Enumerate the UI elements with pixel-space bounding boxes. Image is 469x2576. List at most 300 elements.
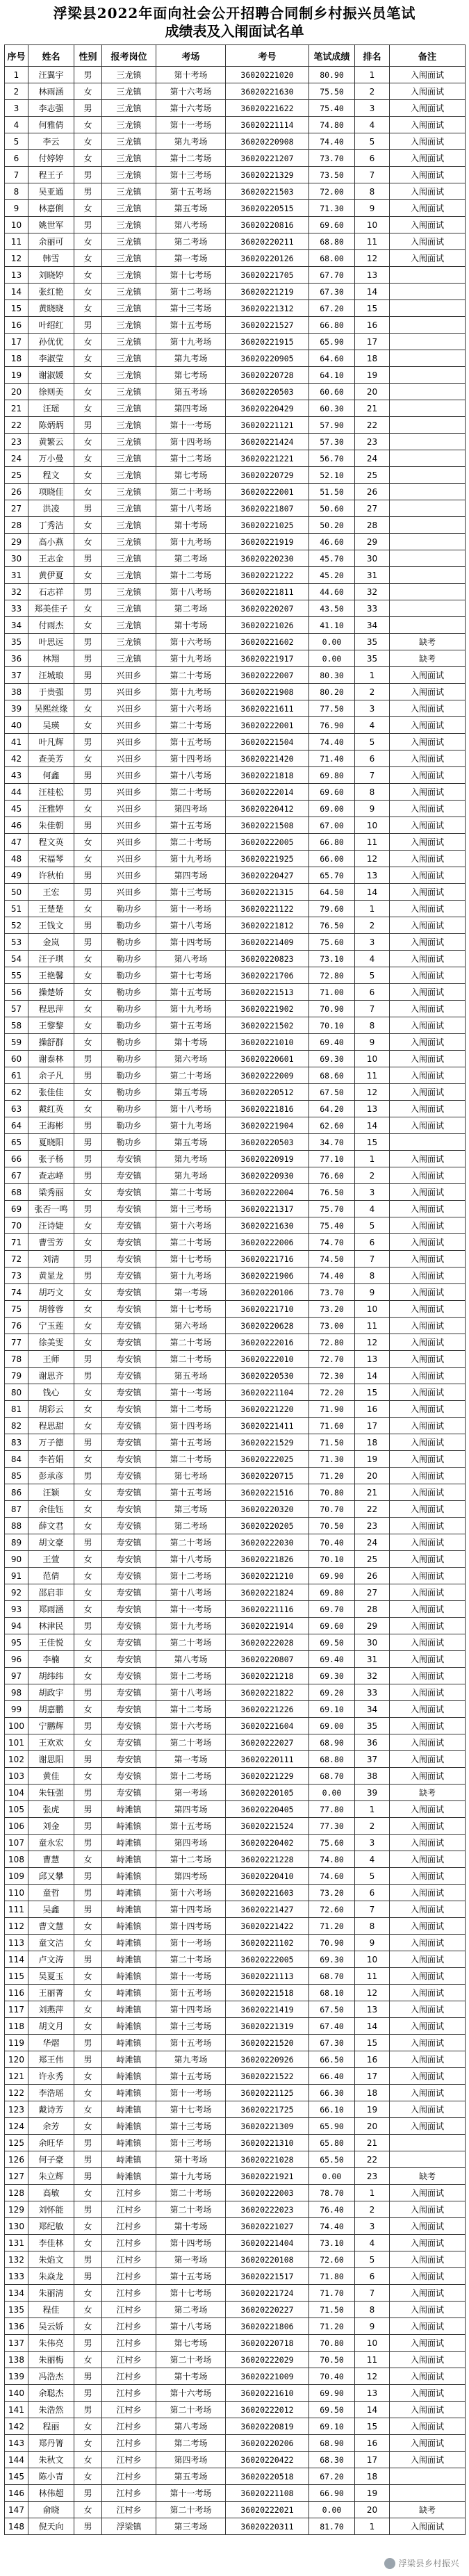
- cell-remark: 入闱面试: [390, 1001, 466, 1017]
- cell-remark: 入闱面试: [390, 2101, 466, 2118]
- cell-exam-number: 36020221309: [226, 2118, 309, 2135]
- cell-gender: 男: [74, 1751, 102, 1768]
- cell-exam-room: 第二考场: [156, 233, 226, 250]
- cell-gender: 男: [74, 167, 102, 183]
- table-row: [5, 1034, 466, 1051]
- cell-score: 80.30: [309, 667, 355, 684]
- cell-position: 寿安镇: [102, 1384, 156, 1401]
- cell-remark: 入闱面试: [390, 250, 466, 267]
- table-row: [5, 2335, 466, 2352]
- cell-score: 57.90: [309, 417, 355, 434]
- cell-index: 18: [5, 350, 28, 367]
- table-row: [5, 150, 466, 167]
- cell-name: 操舒群: [28, 1034, 74, 1051]
- cell-remark: 入闱面试: [390, 884, 466, 901]
- cell-name: 吴夏玉: [28, 1968, 74, 1985]
- cell-exam-number: 36020221104: [226, 1384, 309, 1401]
- table-row: [5, 2385, 466, 2402]
- cell-exam-number: 36020221226: [226, 1701, 309, 1718]
- cell-exam-number: 36020221516: [226, 1484, 309, 1501]
- cell-gender: 男: [74, 2268, 102, 2285]
- cell-score: 57.30: [309, 434, 355, 450]
- cell-score: 75.40: [309, 100, 355, 117]
- cell-score: 69.50: [309, 2402, 355, 2418]
- cell-position: 勒功乡: [102, 1117, 156, 1134]
- cell-index: 143: [5, 2435, 28, 2452]
- cell-name: 汪颖: [28, 1484, 74, 1501]
- cell-score: 70.80: [309, 2335, 355, 2352]
- cell-name: 余丽可: [28, 233, 74, 250]
- cell-score: 74.80: [309, 117, 355, 133]
- cell-gender: 女: [74, 1584, 102, 1601]
- cell-rank: 10: [355, 817, 390, 834]
- cell-rank: 21: [355, 2135, 390, 2151]
- cell-exam-room: 第二十考场: [156, 2502, 226, 2518]
- cell-position: 峙滩镇: [102, 2035, 156, 2051]
- cell-exam-number: 36020221710: [226, 1301, 309, 1318]
- cell-remark: 入闱面试: [390, 1418, 466, 1434]
- table-row: [5, 851, 466, 867]
- cell-name: 王黎黎: [28, 1017, 74, 1034]
- cell-exam-room: 第二十考场: [156, 1351, 226, 1368]
- cell-position: 三龙镇: [102, 417, 156, 434]
- cell-index: 77: [5, 1334, 28, 1351]
- cell-index: 73: [5, 1268, 28, 1284]
- cell-rank: 1: [355, 901, 390, 917]
- cell-gender: 女: [74, 1234, 102, 1251]
- cell-position: 寿安镇: [102, 1734, 156, 1751]
- cell-position: 江村乡: [102, 2502, 156, 2518]
- table-row: [5, 1518, 466, 1534]
- header-exam-room: 考场: [156, 45, 226, 67]
- cell-gender: 女: [74, 367, 102, 384]
- cell-index: 2: [5, 83, 28, 100]
- cell-index: 17: [5, 334, 28, 350]
- cell-rank: 8: [355, 183, 390, 200]
- cell-exam-number: 36020220819: [226, 2418, 309, 2435]
- cell-gender: 男: [74, 217, 102, 233]
- cell-gender: 女: [74, 284, 102, 300]
- cell-remark: 入闱面试: [390, 834, 466, 851]
- cell-name: 林雨涵: [28, 83, 74, 100]
- cell-gender: 女: [74, 1851, 102, 1868]
- cell-exam-number: 36020221919: [226, 534, 309, 550]
- cell-exam-room: 第十五考场: [156, 2068, 226, 2085]
- cell-position: 勒功乡: [102, 901, 156, 917]
- cell-rank: 31: [355, 1651, 390, 1668]
- table-row: [5, 801, 466, 817]
- cell-rank: 20: [355, 2502, 390, 2518]
- cell-exam-number: 36020220728: [226, 367, 309, 384]
- cell-position: 峙滩镇: [102, 1968, 156, 1985]
- cell-score: 64.10: [309, 367, 355, 384]
- cell-rank: 4: [355, 2235, 390, 2251]
- table-row: [5, 901, 466, 917]
- cell-exam-number: 36020221020: [226, 67, 309, 83]
- cell-position: 三龙镇: [102, 233, 156, 250]
- cell-score: 72.60: [309, 2251, 355, 2268]
- cell-remark: 入闱面试: [390, 1935, 466, 1951]
- cell-rank: 7: [355, 1251, 390, 1268]
- cell-rank: 26: [355, 1568, 390, 1584]
- cell-exam-room: 第十五考场: [156, 183, 226, 200]
- cell-score: 65.80: [309, 2135, 355, 2151]
- cell-remark: 入闱面试: [390, 1618, 466, 1634]
- table-row: [5, 667, 466, 684]
- cell-name: 林翔: [28, 650, 74, 667]
- cell-gender: 女: [74, 600, 102, 617]
- cell-gender: 女: [74, 434, 102, 450]
- cell-exam-number: 36020221315: [226, 884, 309, 901]
- cell-exam-number: 36020220530: [226, 1368, 309, 1384]
- cell-index: 132: [5, 2251, 28, 2268]
- cell-score: 67.70: [309, 267, 355, 284]
- cell-position: 寿安镇: [102, 1318, 156, 1334]
- cell-position: 三龙镇: [102, 550, 156, 567]
- cell-index: 43: [5, 767, 28, 784]
- cell-gender: 男: [74, 1201, 102, 1217]
- table-row: [5, 717, 466, 734]
- cell-name: 谢泰林: [28, 1051, 74, 1067]
- cell-gender: 女: [74, 1568, 102, 1584]
- table-row: [5, 2452, 466, 2468]
- table-row: [5, 67, 466, 83]
- table-row: [5, 1468, 466, 1484]
- cell-position: 三龙镇: [102, 434, 156, 450]
- table-row: [5, 734, 466, 750]
- cell-gender: 女: [74, 1551, 102, 1568]
- cell-remark: 入闱面试: [390, 867, 466, 884]
- cell-rank: 8: [355, 1268, 390, 1284]
- cell-position: 勒功乡: [102, 1001, 156, 1017]
- cell-rank: 11: [355, 2352, 390, 2368]
- header-gender: 性别: [74, 45, 102, 67]
- cell-index: 14: [5, 284, 28, 300]
- cell-remark: [390, 567, 466, 584]
- cell-remark: 入闱面试: [390, 1251, 466, 1268]
- cell-name: 薛文君: [28, 1518, 74, 1534]
- table-row: [5, 1301, 466, 1318]
- cell-position: 三龙镇: [102, 267, 156, 284]
- cell-exam-number: 36020220422: [226, 2452, 309, 2468]
- cell-exam-room: 第七考场: [156, 2335, 226, 2352]
- cell-exam-room: 第二十考场: [156, 667, 226, 684]
- cell-position: 寿安镇: [102, 1684, 156, 1701]
- cell-gender: 女: [74, 2452, 102, 2468]
- cell-exam-room: 第十六考场: [156, 1217, 226, 1234]
- cell-exam-room: 第十一考场: [156, 2085, 226, 2101]
- cell-name: 汪翼宇: [28, 67, 74, 83]
- cell-exam-number: 36020221317: [226, 1201, 309, 1217]
- cell-gender: 女: [74, 1985, 102, 2001]
- cell-score: 52.10: [309, 467, 355, 484]
- table-row: [5, 2485, 466, 2502]
- cell-name: 华熠: [28, 2035, 74, 2051]
- cell-exam-room: 第一考场: [156, 1785, 226, 1801]
- cell-index: 53: [5, 934, 28, 951]
- table-row: [5, 1985, 466, 2001]
- cell-exam-room: 第十六考场: [156, 1718, 226, 1734]
- cell-exam-room: 第十四考场: [156, 434, 226, 450]
- cell-index: 124: [5, 2118, 28, 2135]
- table-row: [5, 1117, 466, 1134]
- cell-rank: 19: [355, 2101, 390, 2118]
- cell-remark: 入闱面试: [390, 1751, 466, 1768]
- cell-exam-number: 36020221411: [226, 1418, 309, 1434]
- cell-exam-number: 36020221811: [226, 584, 309, 600]
- cell-remark: 入闱面试: [390, 1268, 466, 1284]
- cell-score: 0.00: [309, 1785, 355, 1801]
- cell-position: 峙滩镇: [102, 2085, 156, 2101]
- cell-rank: 21: [355, 1484, 390, 1501]
- cell-remark: [390, 317, 466, 334]
- cell-exam-room: 第二十考场: [156, 484, 226, 500]
- cell-exam-number: 36020221517: [226, 2268, 309, 2285]
- cell-name: 胡文豪: [28, 1534, 74, 1551]
- cell-exam-number: 36020221705: [226, 267, 309, 284]
- cell-position: 三龙镇: [102, 284, 156, 300]
- header-score: 笔试成绩: [309, 45, 355, 67]
- cell-index: 25: [5, 467, 28, 484]
- cell-rank: 6: [355, 750, 390, 767]
- cell-rank: 23: [355, 434, 390, 450]
- cell-index: 86: [5, 1484, 28, 1501]
- table-row: [5, 484, 466, 500]
- cell-exam-number: 36020221219: [226, 284, 309, 300]
- cell-gender: 女: [74, 517, 102, 534]
- cell-rank: 3: [355, 934, 390, 951]
- cell-rank: 16: [355, 2051, 390, 2068]
- table-row: [5, 1384, 466, 1401]
- cell-position: 三龙镇: [102, 567, 156, 584]
- cell-exam-room: 第九考场: [156, 350, 226, 367]
- cell-index: 113: [5, 1935, 28, 1951]
- cell-exam-number: 36020221502: [226, 1017, 309, 1034]
- cell-exam-room: 第十二考场: [156, 1568, 226, 1584]
- cell-exam-number: 36020221026: [226, 617, 309, 634]
- cell-remark: 入闱面试: [390, 1968, 466, 1985]
- cell-rank: 13: [355, 1351, 390, 1368]
- cell-name: 李云: [28, 133, 74, 150]
- cell-exam-room: 第十五考场: [156, 1985, 226, 2001]
- cell-rank: 15: [355, 1384, 390, 1401]
- cell-exam-number: 36020221518: [226, 1985, 309, 2001]
- cell-position: 寿安镇: [102, 1234, 156, 1251]
- table-row: [5, 2402, 466, 2418]
- cell-gender: 女: [74, 1734, 102, 1751]
- cell-exam-room: 第九考场: [156, 1151, 226, 1167]
- cell-name: 王志金: [28, 550, 74, 567]
- cell-exam-room: 第十四考场: [156, 750, 226, 767]
- cell-name: 邵启菲: [28, 1584, 74, 1601]
- cell-rank: 8: [355, 1918, 390, 1935]
- cell-gender: 女: [74, 617, 102, 634]
- cell-index: 32: [5, 584, 28, 600]
- cell-score: 71.20: [309, 1468, 355, 1484]
- cell-score: 68.10: [309, 1985, 355, 2001]
- cell-exam-room: 第十三考场: [156, 167, 226, 183]
- cell-exam-room: 第六考场: [156, 1318, 226, 1334]
- cell-exam-number: 36020222028: [226, 1634, 309, 1651]
- cell-remark: 入闱面试: [390, 2268, 466, 2285]
- cell-exam-room: 第一考场: [156, 1284, 226, 1301]
- cell-exam-room: 第十二考场: [156, 1768, 226, 1785]
- cell-exam-number: 36020220311: [226, 2518, 309, 2535]
- cell-exam-number: 36020221902: [226, 1001, 309, 1017]
- cell-rank: 1: [355, 2518, 390, 2535]
- cell-rank: 13: [355, 267, 390, 284]
- cell-gender: 女: [74, 1518, 102, 1534]
- cell-remark: [390, 334, 466, 350]
- cell-index: 106: [5, 1818, 28, 1835]
- cell-remark: 入闱面试: [390, 1184, 466, 1201]
- cell-rank: 9: [355, 1034, 390, 1051]
- table-row: [5, 1434, 466, 1451]
- cell-gender: 女: [74, 2101, 102, 2118]
- table-row: [5, 1067, 466, 1084]
- cell-score: 73.20: [309, 1885, 355, 1901]
- cell-index: 130: [5, 2218, 28, 2235]
- cell-gender: 男: [74, 884, 102, 901]
- cell-rank: 30: [355, 1634, 390, 1651]
- cell-position: 勒功乡: [102, 1017, 156, 1034]
- cell-index: 22: [5, 417, 28, 434]
- cell-index: 21: [5, 400, 28, 417]
- cell-index: 83: [5, 1434, 28, 1451]
- header-remark: 备注: [390, 45, 466, 67]
- cell-rank: 24: [355, 450, 390, 467]
- cell-name: 童文洁: [28, 1935, 74, 1951]
- cell-index: 100: [5, 1718, 28, 1734]
- cell-position: 江村乡: [102, 2302, 156, 2318]
- table-row: [5, 1217, 466, 1234]
- cell-remark: 入闱面试: [390, 2085, 466, 2101]
- cell-exam-room: 第十一考场: [156, 901, 226, 917]
- cell-rank: 3: [355, 1835, 390, 1851]
- cell-name: 邱又攀: [28, 1868, 74, 1885]
- cell-exam-room: 第十二考场: [156, 1668, 226, 1684]
- cell-position: 寿安镇: [102, 1351, 156, 1368]
- cell-exam-number: 36020221420: [226, 750, 309, 767]
- cell-name: 项晓佳: [28, 484, 74, 500]
- cell-remark: 入闱面试: [390, 1217, 466, 1234]
- cell-score: 50.60: [309, 500, 355, 517]
- cell-rank: 12: [355, 250, 390, 267]
- cell-exam-room: 第十六考场: [156, 634, 226, 650]
- cell-gender: 女: [74, 2185, 102, 2201]
- cell-gender: 男: [74, 2035, 102, 2051]
- cell-index: 139: [5, 2368, 28, 2385]
- cell-name: 宋福琴: [28, 851, 74, 867]
- cell-remark: 入闱面试: [390, 1634, 466, 1651]
- cell-gender: 女: [74, 267, 102, 284]
- cell-exam-room: 第十三考场: [156, 2018, 226, 2035]
- cell-exam-number: 36020221424: [226, 434, 309, 450]
- cell-gender: 女: [74, 300, 102, 317]
- cell-rank: 35: [355, 634, 390, 650]
- cell-position: 江村乡: [102, 2285, 156, 2302]
- cell-gender: 男: [74, 767, 102, 784]
- cell-position: 兴田乡: [102, 851, 156, 867]
- cell-index: 45: [5, 801, 28, 817]
- cell-remark: 入闱面试: [390, 2402, 466, 2418]
- cell-gender: 男: [74, 1718, 102, 1734]
- cell-score: 64.20: [309, 1101, 355, 1117]
- cell-remark: 入闱面试: [390, 1051, 466, 1067]
- cell-score: 44.60: [309, 584, 355, 600]
- cell-exam-number: 36020221630: [226, 83, 309, 100]
- cell-exam-number: 36020222004: [226, 1184, 309, 1201]
- table-row: [5, 200, 466, 217]
- cell-rank: 3: [355, 100, 390, 117]
- cell-rank: 2: [355, 1818, 390, 1835]
- cell-score: 73.10: [309, 951, 355, 967]
- cell-gender: 女: [74, 2118, 102, 2135]
- cell-score: 70.50: [309, 1518, 355, 1534]
- cell-name: 程思甜: [28, 1418, 74, 1434]
- cell-name: 许永秀: [28, 2068, 74, 2085]
- cell-remark: 入闱面试: [390, 1684, 466, 1701]
- cell-exam-number: 36020221229: [226, 1768, 309, 1785]
- cell-gender: 女: [74, 2302, 102, 2318]
- cell-rank: 4: [355, 117, 390, 133]
- cell-remark: 入闱面试: [390, 2352, 466, 2368]
- cell-name: 程佳: [28, 2302, 74, 2318]
- cell-position: 兴田乡: [102, 834, 156, 851]
- cell-position: 兴田乡: [102, 884, 156, 901]
- cell-score: 69.90: [309, 2385, 355, 2402]
- cell-exam-number: 36020222005: [226, 834, 309, 851]
- cell-name: 金岚: [28, 934, 74, 951]
- cell-index: 52: [5, 917, 28, 934]
- cell-exam-number: 36020221630: [226, 1217, 309, 1234]
- cell-gender: 女: [74, 484, 102, 500]
- cell-rank: 8: [355, 784, 390, 801]
- cell-position: 寿安镇: [102, 1201, 156, 1217]
- cell-score: 70.90: [309, 1935, 355, 1951]
- cell-rank: 13: [355, 2001, 390, 2018]
- cell-exam-number: 36020221524: [226, 1818, 309, 1835]
- cell-exam-room: 第十九考场: [156, 1268, 226, 1284]
- cell-name: 程丽: [28, 2418, 74, 2435]
- cell-exam-number: 36020220227: [226, 2302, 309, 2318]
- cell-index: 79: [5, 1368, 28, 1384]
- cell-score: 70.80: [309, 1484, 355, 1501]
- cell-exam-room: 第一考场: [156, 250, 226, 267]
- cell-index: 56: [5, 984, 28, 1001]
- cell-gender: 女: [74, 250, 102, 267]
- cell-index: 107: [5, 1835, 28, 1851]
- cell-rank: 12: [355, 2368, 390, 2385]
- cell-index: 55: [5, 967, 28, 984]
- table-row: [5, 384, 466, 400]
- cell-index: 114: [5, 1951, 28, 1968]
- cell-position: 三龙镇: [102, 100, 156, 117]
- cell-rank: 4: [355, 951, 390, 967]
- cell-index: 72: [5, 1251, 28, 1268]
- cell-gender: 女: [74, 1401, 102, 1418]
- cell-exam-room: 第十七考场: [156, 1251, 226, 1268]
- cell-rank: 8: [355, 1017, 390, 1034]
- table-row: [5, 534, 466, 550]
- cell-remark: 入闱面试: [390, 1868, 466, 1885]
- cell-remark: 入闱面试: [390, 1734, 466, 1751]
- cell-exam-number: 36020221807: [226, 500, 309, 517]
- cell-remark: [390, 300, 466, 317]
- cell-name: 程文英: [28, 834, 74, 851]
- cell-name: 黄伊夏: [28, 567, 74, 584]
- cell-exam-number: 36020221114: [226, 117, 309, 133]
